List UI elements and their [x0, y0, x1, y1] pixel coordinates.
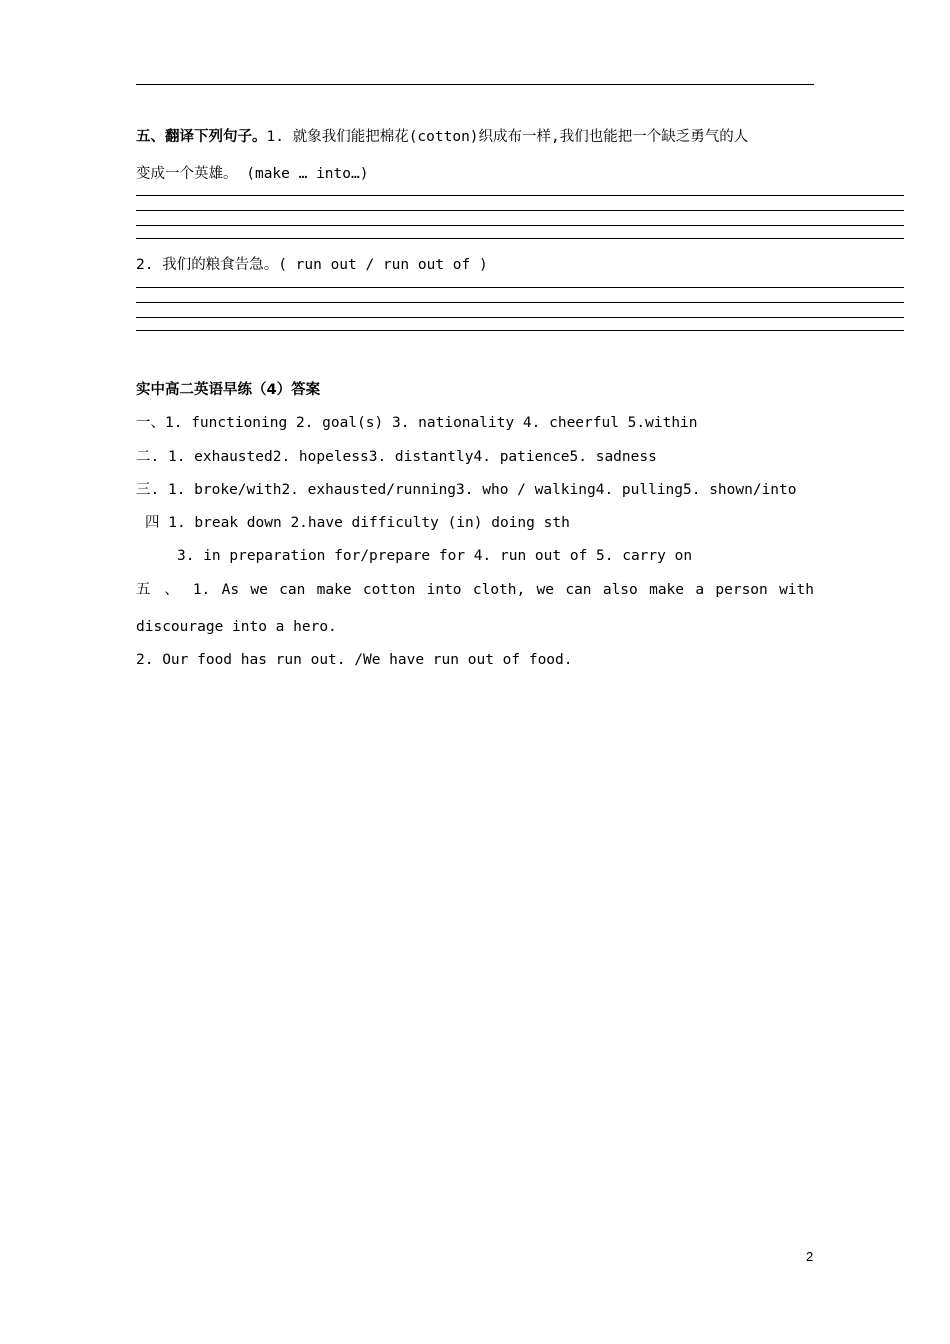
answer-line	[136, 238, 904, 239]
answers-line-2: 二. 1. exhausted2. hopeless3. distantly4. patience5. sadness	[136, 449, 657, 465]
answers-line-8: 2. Our food has run out. /We have run out of food.	[136, 652, 573, 668]
answers-line-4: 四 1. break down 2.have difficulty (in) doing sth	[145, 515, 570, 531]
answers-line-1: 一、1. functioning 2. goal(s) 3. nationality 4. cheerful 5.within	[136, 415, 698, 431]
answer-line	[136, 195, 904, 196]
section5-q1-text: 1. 就象我们能把棉花(cotton)织成布一样,我们也能把一个缺乏勇气的人	[266, 129, 749, 145]
section5-heading: 五、翻译下列句子。	[136, 129, 267, 145]
answers-line-5: 3. in preparation for/prepare for 4. run out of 5. carry on	[177, 548, 693, 564]
page-number: 2	[806, 1249, 814, 1264]
answer-line	[136, 302, 904, 303]
top-rule	[136, 84, 814, 85]
answer-line	[136, 225, 904, 226]
answer-line	[136, 330, 904, 331]
answer-line	[136, 210, 904, 211]
answers-title: 实中高二英语早练（4）答案	[136, 382, 321, 398]
answer-line	[136, 317, 904, 318]
answers-line-3: 三. 1. broke/with2. exhausted/running3. who / walking4. pulling5. shown/into	[136, 482, 797, 498]
section5-question1-line1	[136, 127, 748, 147]
section5-question1-line2: 变成一个英雄。 (make … into…)	[136, 166, 369, 182]
answers-line-6: 五 、 1. As we can make cotton into cloth, we can also make a person with	[136, 582, 814, 598]
answers-line-7: discourage into a hero.	[136, 619, 337, 635]
answer-line	[136, 287, 904, 288]
section5-question2: 2. 我们的粮食告急。( run out / run out of )	[136, 257, 488, 273]
